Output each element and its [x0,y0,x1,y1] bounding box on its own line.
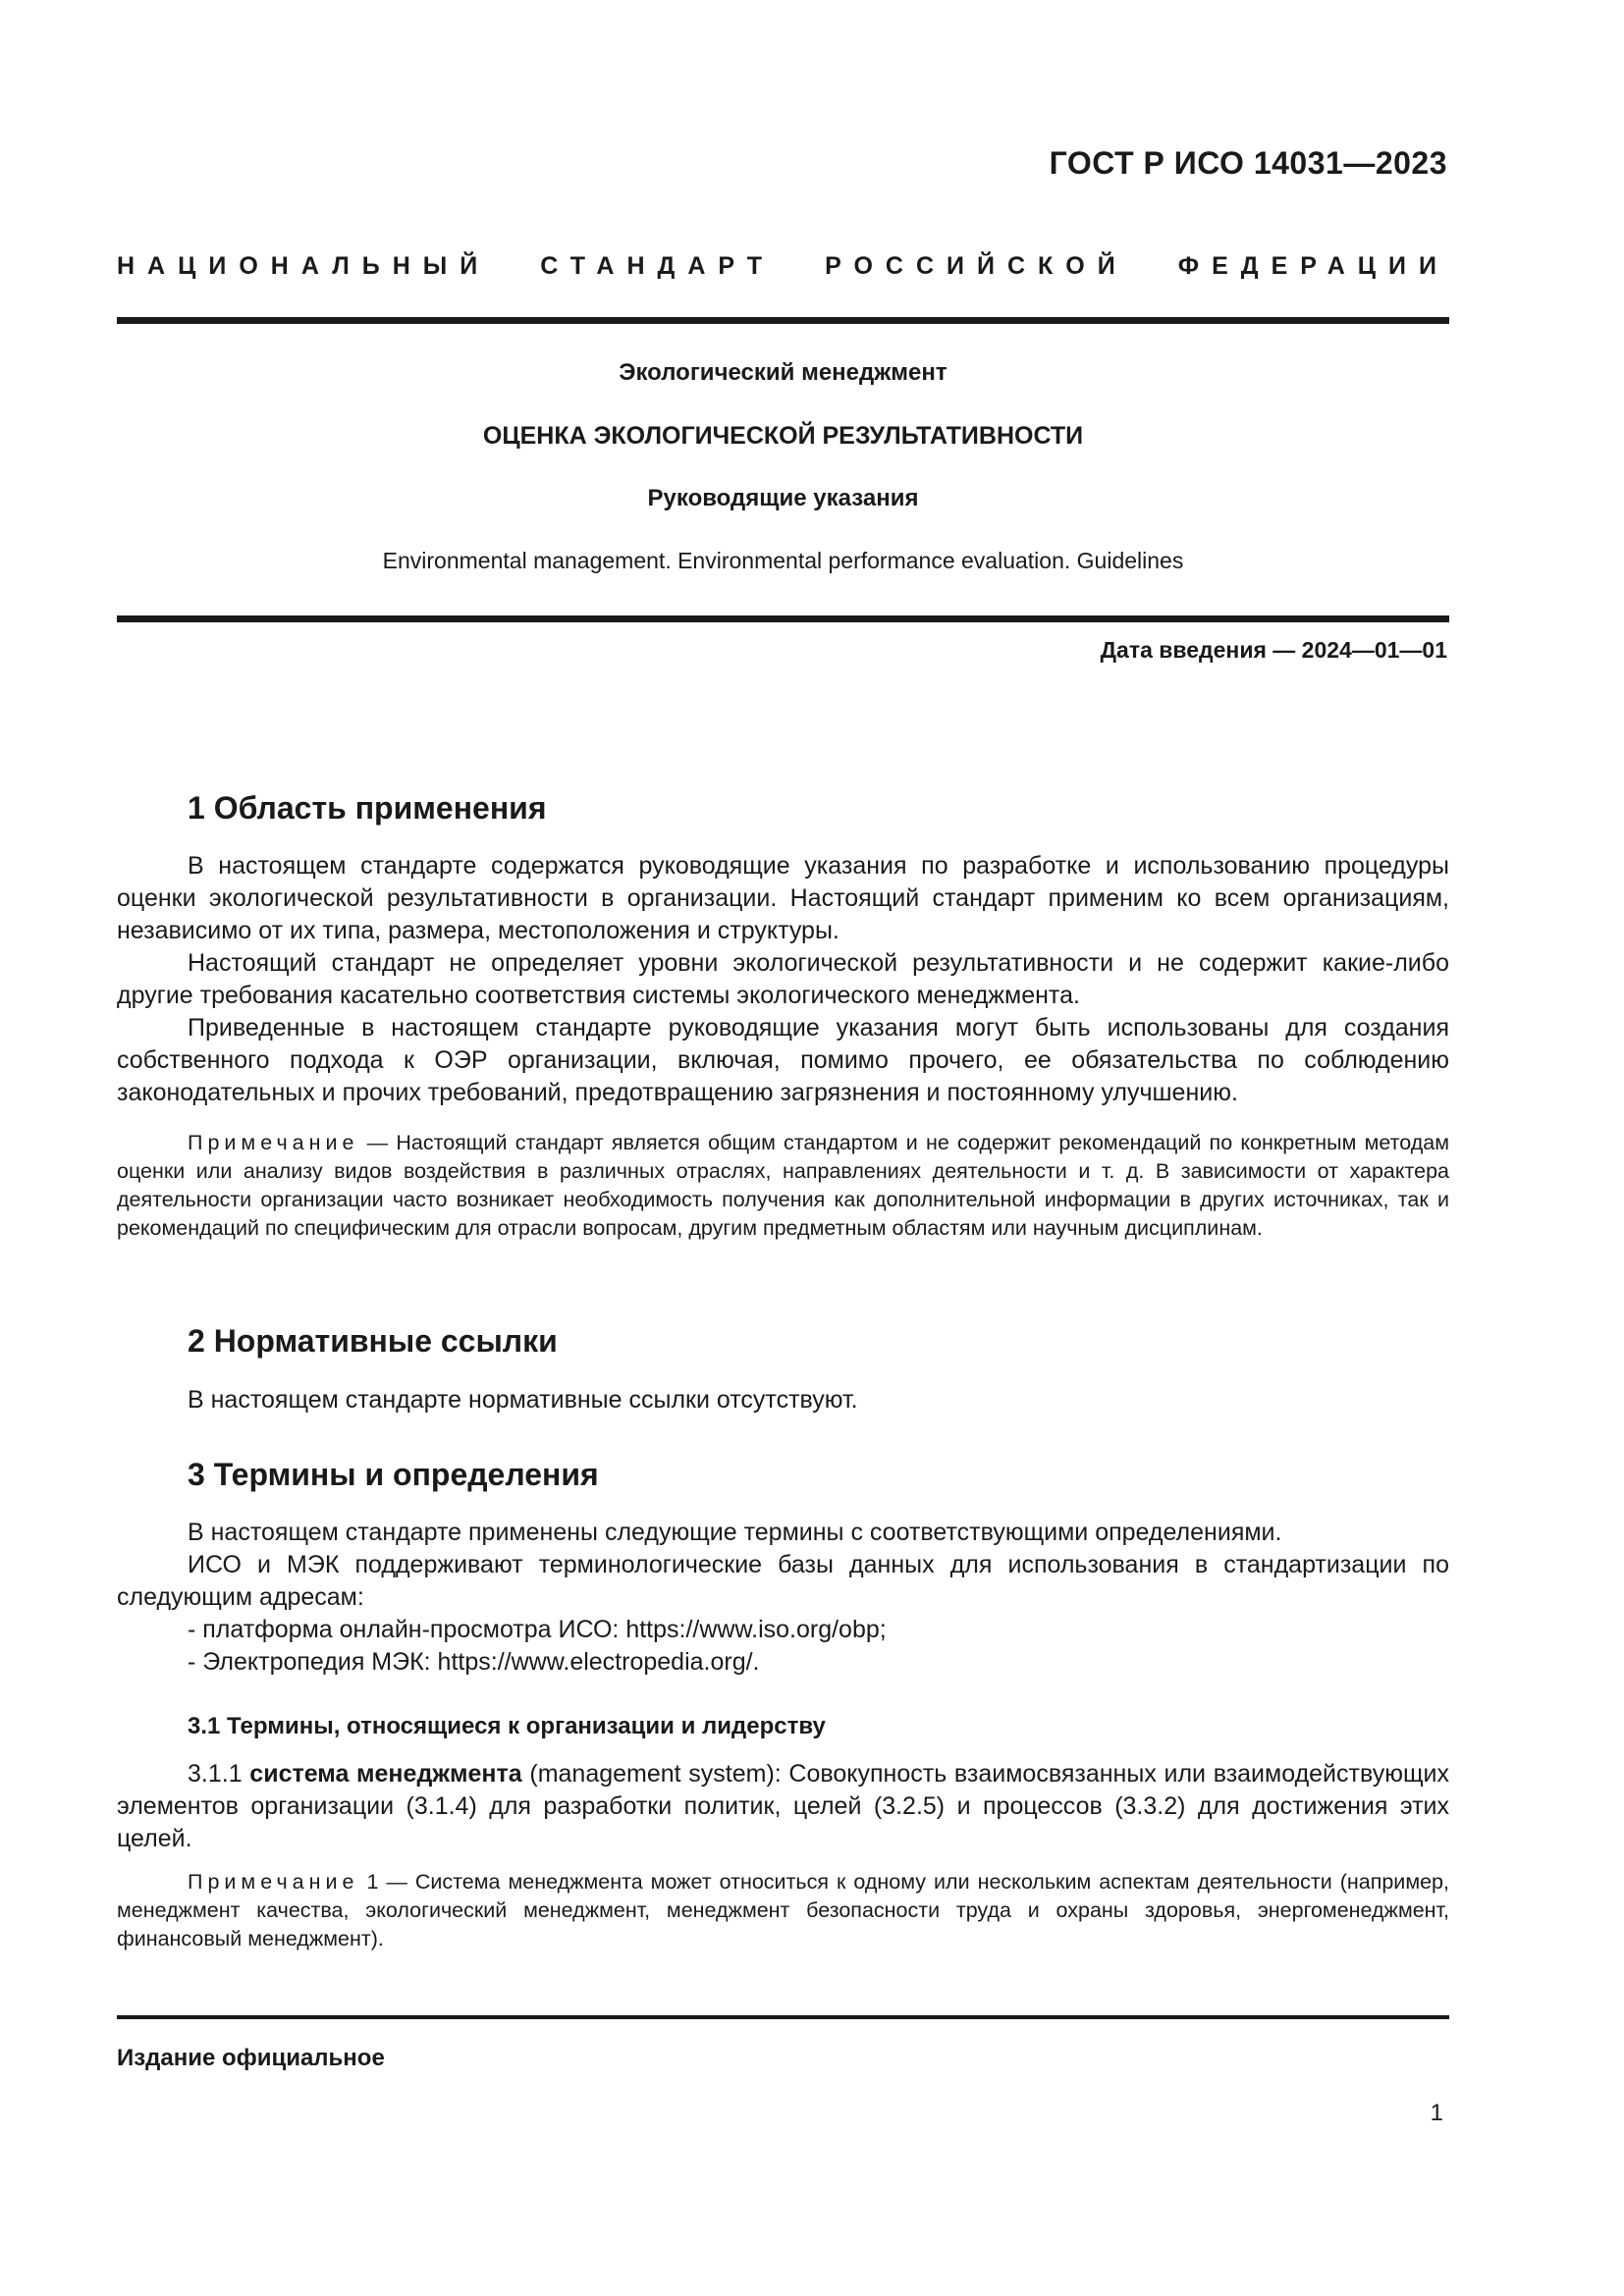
term-name: система менеджмента [249,1760,522,1788]
section-1-paragraph-2: Настоящий стандарт не определяет уровни экологической результативности и не содержит какие-либо другие требования касательно соответствия системы экологического менеджмента. [117,949,1449,1009]
footer-rule [117,2015,1449,2019]
page-number: 1 [1430,2100,1443,2126]
section-2-heading: 2 Нормативные ссылки [188,1323,558,1359]
section-1-paragraph-1: В настоящем стандарте содержатся руководящие указания по разработке и использованию процедуры оценки экологической результативности в организации. Настоящий стандарт применим ко всем организациям, независимо от их типа, размера, местоположения и структуры. [117,852,1449,944]
section-3-body [117,1517,1449,1679]
term-number: 3.1.1 [188,1760,243,1788]
subsection-3-1-heading: 3.1 Термины, относящиеся к организации и лидерству [188,1713,826,1739]
note-label: Примечание [188,1131,359,1154]
section-3-paragraph-2: ИСО и МЭК поддерживают терминологические базы данных для использования в стандартизации по следующим адресам: [117,1551,1449,1611]
introduction-date: Дата введения — 2024—01—01 [1100,637,1447,663]
section-1-paragraph-3: Приведенные в настоящем стандарте руководящие указания могут быть использованы для создания собственного подхода к ОЭР организации, включая, помимо прочего, ее обязательства по соблюдению законодательных и прочих требований, предотвращению загрязнения и постоянному улучшению. [117,1014,1449,1106]
section-3-heading: 3 Термины и определения [188,1457,599,1492]
section-1-heading: 1 Область применения [188,790,547,826]
note-text: 1 — Система менеджмента может относиться к одному или нескольким аспектам деятельности (например, менеджмент качества, экологический менеджмент, менеджмент безопасности труда и охраны здоровья, энергоменеджмент, финансовый менеджмент). [117,1870,1449,1950]
official-edition-label: Издание официальное [117,2045,385,2071]
term-3-1-1-note [117,1868,1449,1953]
section-1-body [117,850,1449,1109]
note-label: Примечание [188,1870,359,1894]
note-text: — Настоящий стандарт является общим стандартом и не содержит рекомендаций по конкретным методам оценки или анализу видов воздействия в различных отраслях, направлениях деятельности и т. д. В зависимости от характера деятельности организации часто возникает необходимость получения как дополнительной информации в других источниках, так и рекомендаций по специфическим для отрасли вопросам, другим предметным областям или научным дисциплинам. [117,1131,1449,1240]
term-definition: (management system): Совокупность взаимосвязанных или взаимодействующих элементов организации (3.1.4) для разработки политик, целей (3.2.5) и процессов (3.3.2) для достижения этих целей. [117,1760,1449,1852]
section-2-paragraph-1: В настоящем стандарте нормативные ссылки отсутствуют. [188,1386,858,1414]
english-title: Environmental management. Environmental performance evaluation. Guidelines [382,548,1184,573]
section-2-body [117,1384,1449,1416]
section-1-note [117,1129,1449,1243]
title-line-1: Экологический менеджмент [619,359,947,386]
title-bottom-rule [117,615,1449,622]
title-line-2: ОЦЕНКА ЭКОЛОГИЧЕСКОЙ РЕЗУЛЬТАТИВНОСТИ [482,422,1084,450]
national-standard-title: НАЦИОНАЛЬНЫЙ СТАНДАРТ РОССИЙСКОЙ ФЕДЕРАЦИИ [117,252,1449,280]
section-3-paragraph-1: В настоящем стандарте применены следующие термины с соответствующими определениями. [188,1519,1282,1546]
standard-designation: ГОСТ Р ИСО 14031—2023 [1049,145,1447,181]
list-item: - Электропедия МЭК: https://www.electropedia.org/. [188,1648,760,1676]
title-line-3: Руководящие указания [647,485,919,511]
list-item: - платформа онлайн-просмотра ИСО: https://www.iso.org/obp; [188,1616,887,1643]
term-3-1-1 [117,1758,1449,1855]
top-rule [117,317,1449,324]
